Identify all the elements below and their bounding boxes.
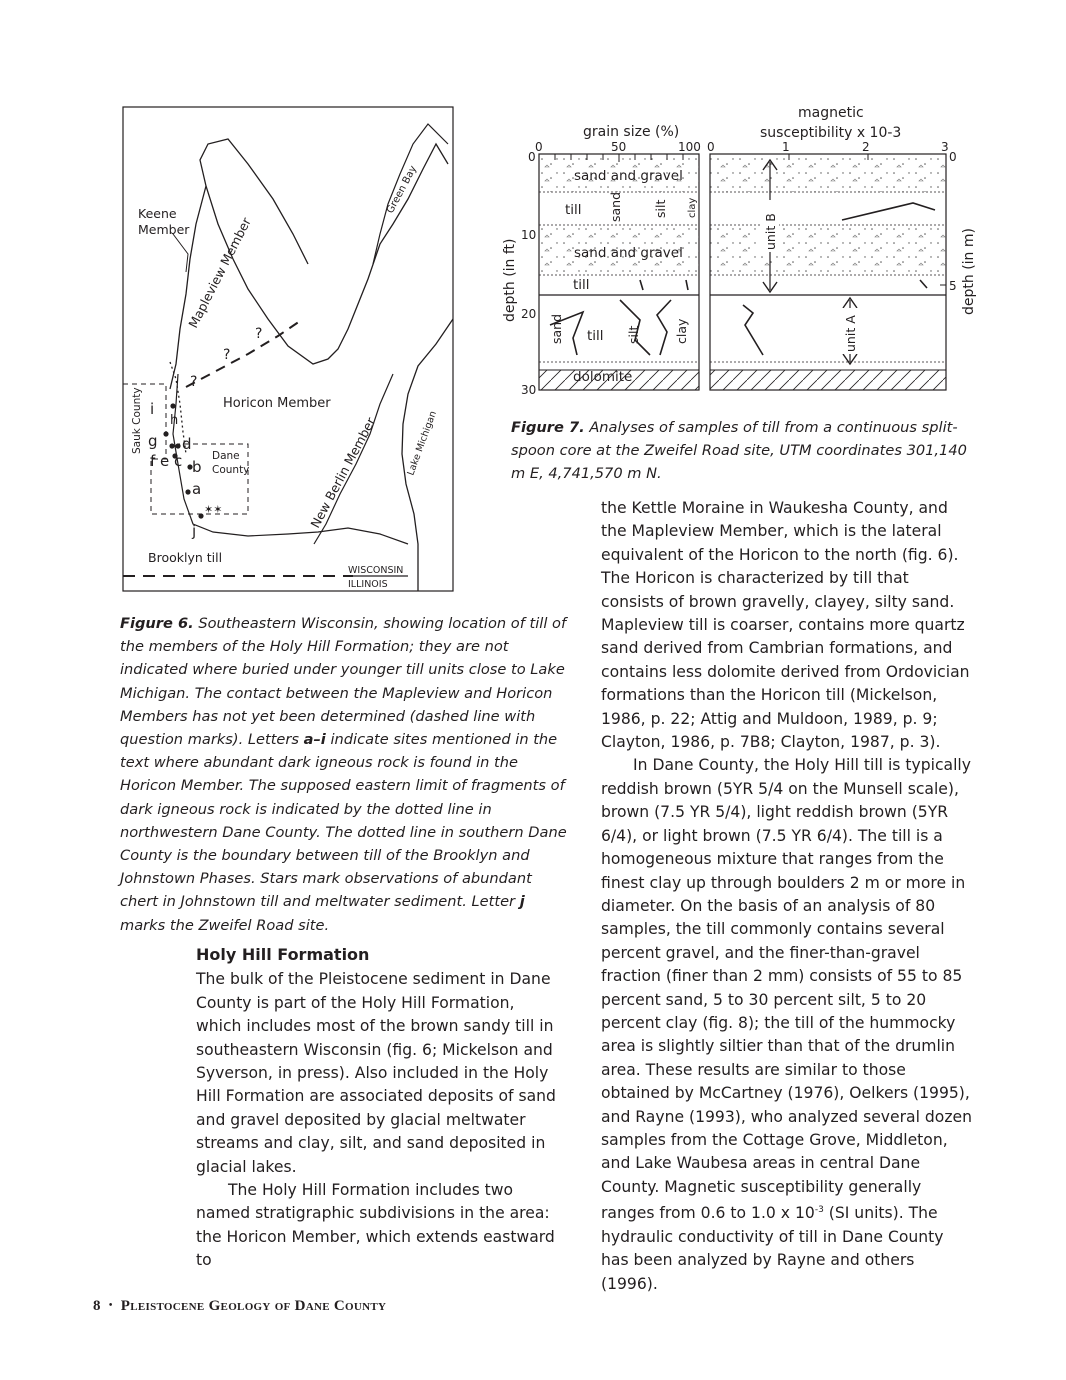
label-lake-michigan: Lake Michigan	[405, 409, 439, 478]
section-heading: Holy Hill Formation	[196, 945, 370, 964]
depth-ft-10: 10	[521, 228, 537, 242]
figure-6-caption-p3: marks the Zweifel Road site.	[120, 916, 330, 934]
depth-ft-20: 20	[521, 307, 537, 321]
right-paragraph-2a: In Dane County, the Holy Hill till is typically reddish brown (5YR 5/4 on the Munsell scale), brown (7.5 YR 5/4), light reddish brown (5YR 6/4), or light brown (7.5 YR 6/4). The till is a homogeneous mixture that ranges from the finest clay up through boulders 2 m or more in diameter. On the basis of an analysis of 80 samples, the till commonly contains several percent gravel, and the finer-than-gravel fraction (finer than 2 mm) consists of 55 to 85 percent sand, 5 to 30 percent silt, 5 to 20 percent clay (fig. 8); the till of the hummocky area is slightly siltier than that of the drumlin area. These results are similar to those obtained by McCartney (1976), Oelkers (1995), and Rayne (1993), who analyzed several dozen samples from the Cottage Grove, Middleton, and Lake Waubesa areas in central Dane County. Magnetic susceptibility generally ranges from 0.6 to 1.0 x 10	[601, 756, 972, 1223]
label-dane-1: Dane	[212, 450, 240, 462]
figure-6-caption-label: Figure 6.	[120, 615, 194, 632]
mag-tick-3: 3	[941, 140, 949, 154]
layer-sand-gravel-1: sand and gravel	[574, 168, 683, 184]
question-mark-2: ?	[223, 347, 231, 363]
exponent: -3	[814, 1205, 824, 1216]
site-f: f	[150, 452, 156, 470]
figure-7-caption-text: Analyses of samples of till from a continuous split-spoon core at the Zweifel Road site, UTM coordinates 301,140 m E, 4,741,570 m N.	[511, 419, 967, 483]
label-illinois: ILLINOIS	[348, 579, 388, 590]
site-c: c	[174, 452, 183, 470]
site-d: d	[182, 435, 192, 453]
figure-7-caption	[511, 416, 981, 486]
layer-sand-2: sand	[549, 313, 564, 344]
mag-title-1: magnetic	[798, 105, 864, 121]
unit-b-label: unit B	[763, 213, 778, 250]
site-b: b	[192, 458, 202, 476]
footer-bullet: •	[108, 1300, 113, 1311]
mag-tick-0: 0	[707, 140, 715, 154]
figure-7-core-log	[495, 100, 985, 400]
figure-6-caption-letters: a–i	[303, 731, 326, 749]
question-mark-1: ?	[255, 326, 263, 342]
right-paragraph-2	[601, 754, 973, 1296]
grain-tick-100: 100	[678, 140, 701, 154]
label-sauk-county: Sauk County	[131, 387, 143, 454]
label-horicon: Horicon Member	[223, 396, 331, 411]
site-g: g	[148, 432, 158, 450]
layer-sand-gravel-2: sand and gravel	[574, 245, 683, 261]
layer-silt-1: silt	[653, 199, 668, 218]
label-keene-1: Keene	[138, 206, 177, 221]
layer-sand-1: sand	[608, 191, 623, 222]
label-dane-2: County	[212, 464, 250, 476]
label-mapleview: Mapleview Member	[185, 215, 254, 331]
figure-6-map	[118, 104, 458, 596]
page-number: 8	[93, 1298, 101, 1314]
depth-ft-0: 0	[528, 150, 536, 164]
left-column	[196, 943, 564, 1273]
running-title: Pleistocene Geology of Dane County	[120, 1298, 387, 1314]
layer-clay-1: clay	[687, 197, 698, 218]
figure-6-caption	[120, 612, 570, 937]
depth-ft-30: 30	[521, 383, 537, 397]
grain-size-title: grain size (%)	[583, 124, 680, 140]
label-new-berlin: New Berlin Member	[307, 414, 379, 531]
layer-till-3: till	[587, 328, 604, 344]
layer-silt-2: silt	[626, 325, 641, 344]
left-paragraph-2: The Holy Hill Formation includes two named stratigraphic subdivisions in the area: the Horicon Member, which extends eastward to	[196, 1181, 555, 1270]
right-paragraph-2b: (SI units). The hydraulic conductivity of till in Dane County has been analyzed by Rayne and others (1996).	[601, 1204, 944, 1293]
right-paragraph-1: the Kettle Moraine in Waukesha County, and the Mapleview Member, which is the lateral equivalent of the Horicon to the north (fig. 6). The Horicon is characterized by till that consists of brown gravelly, clayey, silty sand. Mapleview till is coarser, contains more quartz sand derived from Cambrian formations, and contains less dolomite derived from Ordovician formations than the Horicon till (Mickelson, 1986, p. 22; Attig and Muldoon, 1989, p. 9; Clayton, 1986, p. 7B8; Clayton, 1987, p. 3).	[601, 499, 970, 752]
svg-text:✶✶: ✶✶	[204, 503, 223, 516]
site-a: a	[192, 480, 202, 498]
page-footer	[93, 1298, 386, 1315]
depth-m-label: depth (in m)	[961, 228, 977, 315]
right-column	[601, 497, 973, 1296]
site-h: h	[170, 413, 179, 428]
label-green-bay: Green Bay	[384, 163, 420, 216]
left-paragraph-1: The bulk of the Pleistocene sediment in Dane County is part of the Holy Hill Formation, which includes most of the brown sandy till in southeastern Wisconsin (fig. 6; Mickelson and Syverson, in press). Also included in the Holy Hill Formation are associated deposits of sand and gravel deposited by glacial meltwater streams and clay, silt, and sand deposited in glacial lakes.	[196, 970, 556, 1176]
depth-ft-label: depth (in ft)	[502, 238, 518, 322]
figure-6-caption-j: j	[519, 893, 525, 911]
layer-clay-2: clay	[674, 318, 689, 344]
site-e: e	[160, 452, 170, 470]
label-wisconsin: WISCONSIN	[348, 565, 404, 576]
layer-dolomite: dolomite	[573, 369, 633, 385]
depth-m-0: 0	[949, 150, 957, 164]
layer-till-1: till	[565, 202, 582, 218]
unit-a-label: unit A	[843, 315, 858, 352]
site-i: i	[150, 400, 155, 418]
site-j: j	[192, 522, 197, 540]
layer-till-2: till	[573, 277, 590, 293]
mag-tick-1: 1	[782, 140, 790, 154]
grain-tick-0: 0	[535, 140, 543, 154]
label-brooklyn-till: Brooklyn till	[148, 550, 223, 565]
label-keene-2: Member	[138, 222, 190, 237]
depth-m-5: 5	[949, 279, 957, 293]
figure-6-caption-p1: Southeastern Wisconsin, showing location of till of the members of the Holy Hill Formation; they are not indicated where buried under younger till units close to Lake Michigan. The contact between the Mapleview and Horicon Members has not yet been determined (dashed line with question marks). Letters	[120, 615, 567, 749]
figure-7-caption-label: Figure 7.	[511, 419, 585, 436]
mag-title-2: susceptibility x 10-3	[760, 125, 902, 141]
grain-tick-50: 50	[611, 140, 627, 154]
question-mark-3: ?	[190, 374, 198, 390]
figure-6-caption-p2: indicate sites mentioned in the text where abundant dark igneous rock is found in the Horicon Member. The supposed eastern limit of fragments of dark igneous rock is indicated by the dotted line in northwestern Dane County. The dotted line in southern Dane County is the boundary between till of the Brooklyn and Johnstown Phases. Stars mark observations of abundant chert in Johnstown till and meltwater sediment. Letter	[120, 731, 567, 911]
mag-tick-2: 2	[862, 140, 870, 154]
